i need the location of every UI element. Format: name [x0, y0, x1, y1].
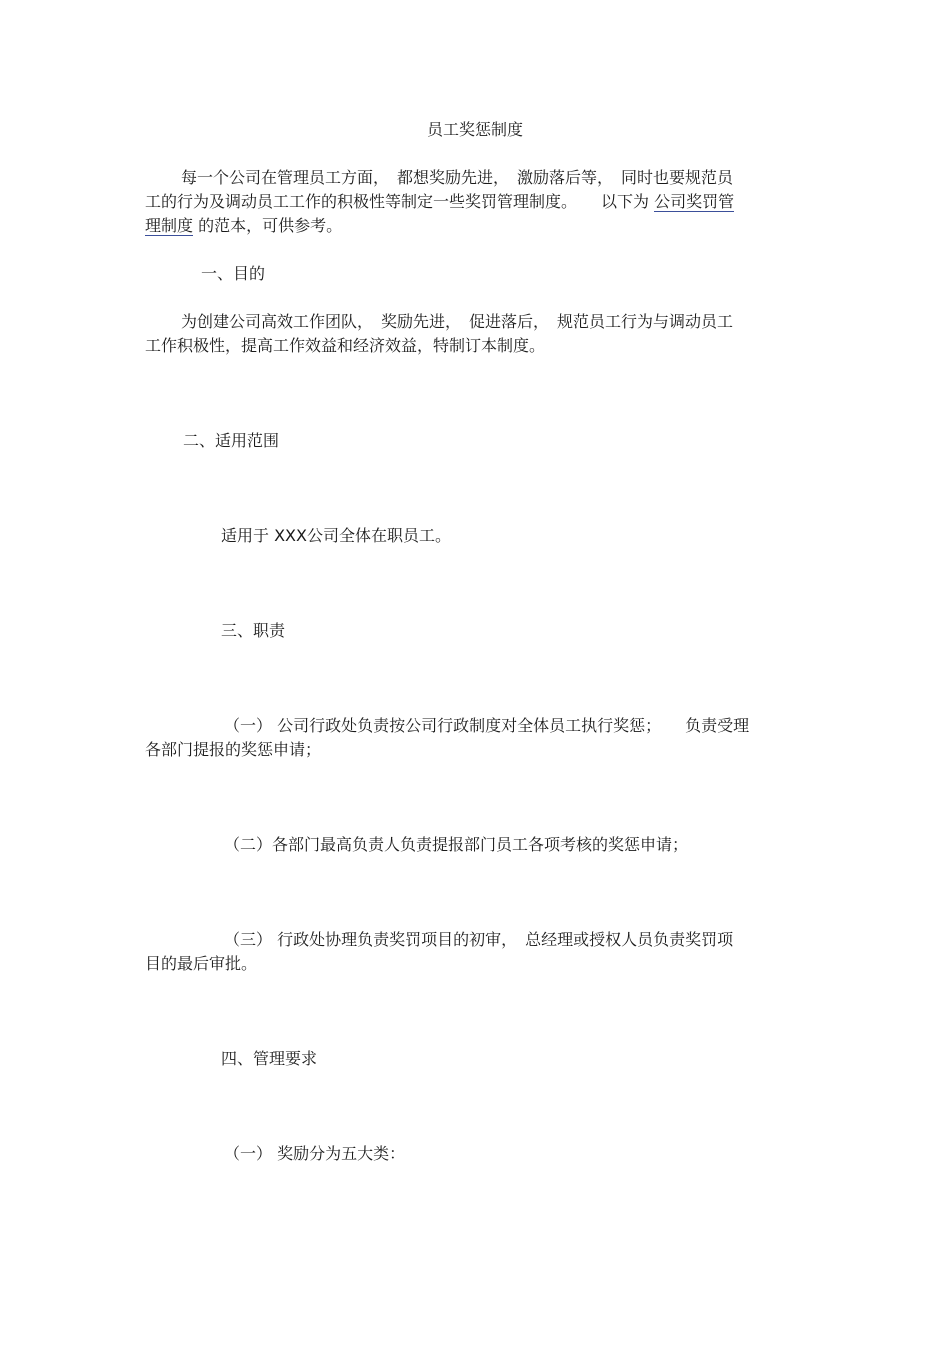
intro-line-3 [145, 214, 342, 238]
section-1-heading: 一、目的 [201, 264, 266, 283]
intro-line-2 [145, 190, 734, 214]
section-3-item-3-line-1: （三） 行政处协理负责奖罚项目的初审， 总经理或授权人员负责奖罚项 [224, 930, 734, 949]
section-3-heading: 三、职责 [221, 621, 286, 640]
section-2-heading: 二、适用范围 [183, 431, 280, 450]
section-3-item-1-line-1: （一） 公司行政处负责按公司行政制度对全体员工执行奖惩； 负责受理 [224, 716, 750, 735]
policy-link-part-1[interactable]: 公司奖罚管 [654, 192, 735, 211]
section-3-item-3-line-2: 目的最后审批。 [145, 954, 258, 973]
section-4-heading: 四、管理要求 [221, 1049, 318, 1068]
section-1-line-1: 为创建公司高效工作团队， 奖励先进， 促进落后， 规范员工行为与调动员工 [181, 312, 734, 331]
section-3-item-2: （二）各部门最高负责人负责提报部门员工各项考核的奖惩申请； [224, 835, 689, 854]
section-2-body: 适用于 XXX公司全体在职员工。 [221, 526, 451, 545]
policy-link-part-2[interactable]: 理制度 [145, 216, 194, 235]
section-3-item-1-line-2: 各部门提报的奖惩申请； [145, 740, 322, 759]
section-4-item-1: （一） 奖励分为五大类： [224, 1144, 406, 1163]
intro-line-1: 每一个公司在管理员工方面， 都想奖励先进， 激励落后等， 同时也要规范员 [181, 168, 734, 187]
intro-line-2-text: 工的行为及调动员工工作的积极性等制定一些奖罚管理制度。 以下为 [145, 192, 655, 211]
document-title: 员工奖惩制度 [426, 120, 523, 139]
section-1-line-2: 工作积极性，提高工作效益和经济效益，特制订本制度。 [145, 336, 546, 355]
intro-line-3-text: 的范本，可供参考。 [193, 216, 343, 235]
